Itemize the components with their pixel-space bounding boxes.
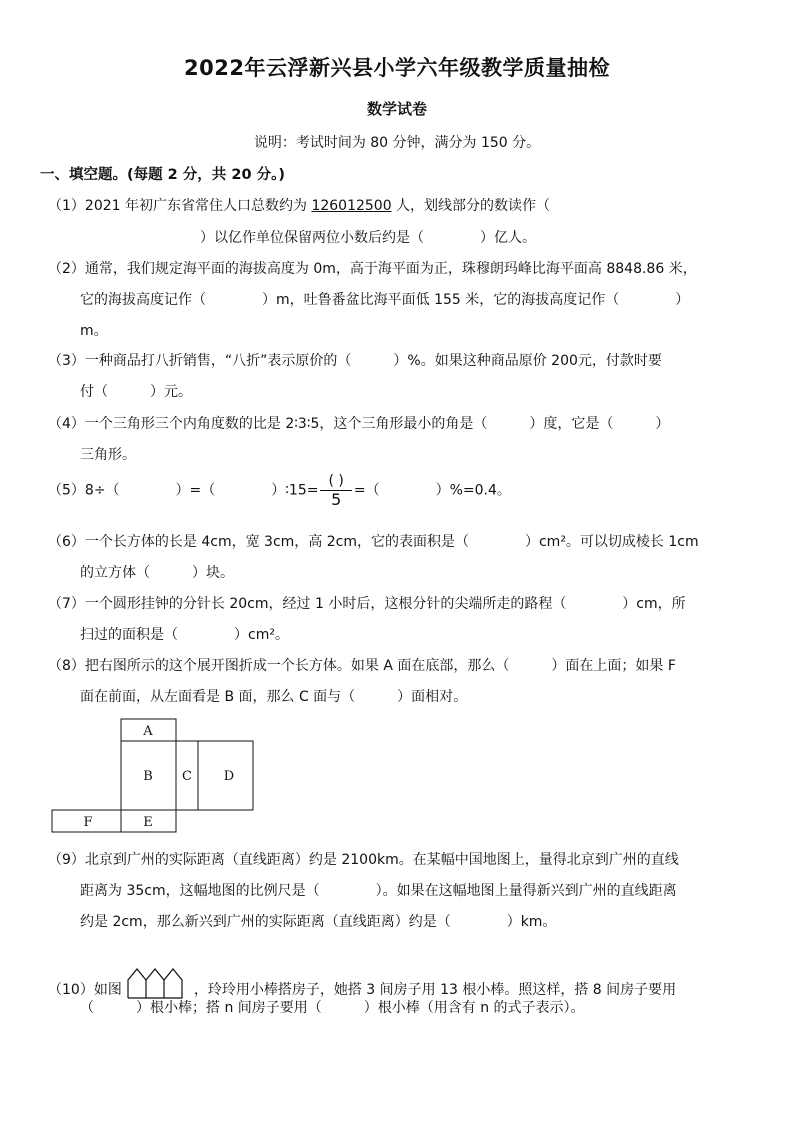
q5-text-b: =（ ）%=0.4。 [353,482,511,499]
net-label-d: D [223,769,235,784]
question-9-line-1: （9）北京到广州的实际距离（直线距离）约是 2100km。在某幅中国地图上，量得北京到广州的直线 [48,852,679,868]
q10-text-b: ，玲玲用小棒搭房子，她搭 3 间房子用 13 根小棒。照这样，搭 8 间房子要用 [193,982,677,998]
stick-houses-icon [126,966,190,1000]
net-label-a: A [143,724,153,739]
exam-subtitle: 数学试卷 [366,100,427,118]
exam-note: 说明：考试时间为 80 分钟，满分为 150 分。 [253,135,541,151]
question-5-line [48,472,511,509]
question-1-line-1 [48,195,550,215]
net-label-f: F [83,815,93,830]
question-8-line-2: 面在前面，从左面看是 B 面，那么 C 面与（ ）面相对。 [80,689,468,705]
question-7-line-1: （7）一个圆形挂钟的分针长 20cm，经过 1 小时后，这根分针的尖端所走的路程（ ）cm，所 [48,596,686,612]
q5-fraction [320,472,351,509]
question-6-line-2: 的立方体（ ）块。 [80,565,234,581]
q10-text-a: （10）如图 [48,982,122,998]
question-7-line-2: 扫过的面积是（ ）cm²。 [80,627,289,643]
question-8-line-1: （8）把右图所示的这个展开图折成一个长方体。如果 A 面在底部，那么（ ）面在上面；如果 F [48,658,676,674]
q1-text-b: 人，划线部分的数读作（ [391,198,551,214]
question-3-line-2: 付（ ）元。 [80,384,192,400]
question-1-line-2: ）以亿作单位保留两位小数后约是（ ）亿人。 [200,230,536,246]
net-label-c: C [182,769,192,784]
exam-title: 2022年云浮新兴县小学六年级教学质量抽检 [184,56,610,80]
question-6-line-1: （6）一个长方体的长是 4cm，宽 3cm，高 2cm，它的表面积是（ ）cm²。可以切成棱长 1cm [48,534,699,550]
question-4-line-1: （4）一个三角形三个内角度数的比是 2∶3∶5，这个三角形最小的角是（ ）度，它是（ ） [48,416,670,432]
q1-underlined-number: 126012500 [311,198,392,214]
q1-text-a: （1）2021 年初广东省常住人口总数约为 [48,198,312,214]
cuboid-net-diagram [50,716,260,836]
question-10-line-1 [48,966,676,1000]
section-heading: 一、填空题。(每题 2 分，共 20 分。) [40,167,285,183]
question-2-line-1: （2）通常，我们规定海平面的海拔高度为 0m，高于海平面为正，珠穆朗玛峰比海平面高 8848.86 米， [48,261,697,277]
question-9-line-2: 距离为 35cm，这幅地图的比例尺是（ ）。如果在这幅地图上量得新兴到广州的直线距离 [80,883,677,899]
question-4-line-2: 三角形。 [80,447,136,463]
question-2-line-2: 它的海拔高度记作（ ）m，吐鲁番盆比海平面低 155 米，它的海拔高度记作（ ） [80,292,690,308]
question-10-line-2: （ ）根小棒；搭 n 间房子要用（ ）根小棒（用含有 n 的式子表示）。 [80,1000,585,1016]
q5-fraction-denominator: 5 [331,490,342,509]
q5-text-a: （5）8÷（ ）=（ ）∶15= [48,482,319,499]
net-label-b: B [143,769,153,784]
q5-fraction-numerator: ( ) [320,472,351,491]
question-9-line-3: 约是 2cm，那么新兴到广州的实际距离（直线距离）约是（ ）km。 [80,914,557,930]
question-2-line-3: m。 [80,323,108,339]
question-3-line-1: （3）一种商品打八折销售，“八折”表示原价的（ ）%。如果这种商品原价 200元，付款时要 [48,353,662,369]
net-label-e: E [143,815,153,830]
